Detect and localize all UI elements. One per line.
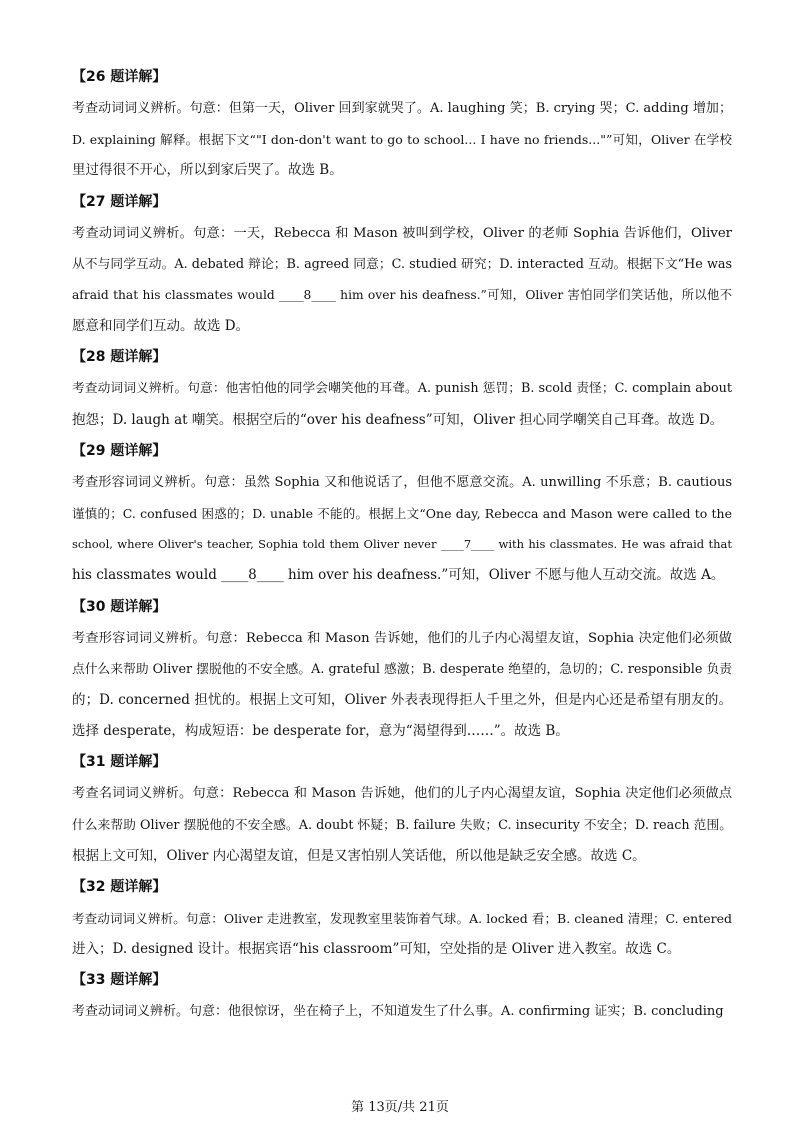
body-line: 抱怨；D. laugh at 嘲笑。根据空后的“over his deafness”可知，Oliver 担心同学嘲笑自己耳聋。故选 D。: [72, 411, 724, 428]
body-line: 点什么来帮助 Oliver 摆脱他的不安全感。A. grateful 感激；B. desperate 绝望的，急切的；C. responsible 负责: [72, 661, 732, 677]
explanation-section: [72, 342, 732, 435]
body-line: 的；D. concerned 担忧的。根据上文可知，Oliver 外表表现得拒人千里之外，但是内心还是希望有朋友的。: [72, 692, 732, 709]
body-line: his classmates would ____8____ him over his deafness.”可知，Oliver 不愿与他人互动交流。故选 A。: [72, 567, 725, 584]
body-line: afraid that his classmates would ____8____ him over his deafness.”可知，Oliver 害怕同学们笑话他，所以他不: [72, 288, 732, 303]
body-line: 选择 desperate，构成短语：be desperate for，意为“渴望得到……”。故选 B。: [72, 723, 569, 740]
explanation-section: [72, 592, 732, 748]
body-line: 进入；D. designed 设计。根据宾语“his classroom”可知，空处指的是 Oliver 进入教室。故选 C。: [72, 941, 681, 958]
body-line: 根据上文可知，Oliver 内心渴望友谊，但是又害怕别人笑话他，所以他是缺乏安全感。故选 C。: [72, 847, 646, 864]
section-heading: 【28 题详解】: [72, 349, 167, 366]
answer-explanations: [72, 62, 732, 1028]
explanation-section: [72, 872, 732, 965]
section-heading: 【32 题详解】: [72, 879, 167, 896]
body-line: 从不与同学互动。A. debated 辩论；B. agreed 同意；C. studied 研究；D. interacted 互动。根据下文“He was: [72, 256, 732, 272]
body-line: 考查动词词义辨析。句意：他很惊讶，坐在椅子上，不知道发生了什么事。A. confirming 证实；B. concluding: [72, 1004, 724, 1020]
section-body: [72, 218, 732, 343]
section-heading: 【31 题详解】: [72, 754, 167, 771]
body-line: 考查形容词词义辨析。句意：Rebecca 和 Mason 告诉她，他们的儿子内心渴望友谊，Sophia 决定他们必须做: [72, 630, 732, 646]
explanation-section: [72, 187, 732, 343]
section-heading: 【26 题详解】: [72, 69, 167, 85]
section-body: [72, 903, 732, 965]
body-line: 愿意和同学们互动。故选 D。: [72, 318, 250, 335]
body-line: 什么来帮助 Oliver 摆脱他的不安全感。A. doubt 怀疑；B. failure 失败；C. insecurity 不安全；D. reach 范围。: [72, 817, 732, 833]
body-line: 考查名词词义辨析。句意：Rebecca 和 Mason 告诉她，他们的儿子内心渴望友谊，Sophia 决定他们必须做点: [72, 786, 732, 802]
section-body: [72, 373, 732, 435]
body-line: D. explaining 解释。根据下文“"I don-don't want to go to school... I have no friends..."”可知，Oliver 在学校: [72, 132, 732, 148]
section-body: [72, 623, 732, 748]
explanation-section: [72, 747, 732, 872]
section-heading: 【33 题详解】: [72, 972, 167, 989]
section-body: [72, 996, 732, 1027]
body-line: 考查动词词义辨析。句意：Oliver 走进教室，发现教室里装饰着气球。A. locked 看；B. cleaned 清理；C. entered: [72, 911, 732, 927]
section-body: [72, 467, 732, 592]
body-line: 考查动词词义辨析。句意：一天，Rebecca 和 Mason 被叫到学校，Oliver 的老师 Sophia 告诉他们，Oliver: [72, 225, 732, 241]
section-heading: 【29 题详解】: [72, 442, 167, 459]
page-number: 第 13页/共 21页: [351, 1100, 449, 1115]
body-line: 考查形容词词义辨析。句意：虽然 Sophia 又和他说话了，但他不愿意交流。A. unwilling 不乐意；B. cautious: [72, 474, 732, 490]
section-body: [72, 93, 732, 187]
body-line: 考查动词词义辨析。句意：但第一天，Oliver 回到家就哭了。A. laughing 笑；B. crying 哭；C. adding 增加；: [72, 101, 732, 116]
body-line: 里过得很不开心，所以到家后哭了。故选 B。: [72, 162, 343, 179]
explanation-section: [72, 436, 732, 592]
body-line: 谨慎的；C. confused 困惑的；D. unable 不能的。根据上文“One day, Rebecca and Mason were called to the: [72, 506, 732, 522]
section-body: [72, 778, 732, 872]
body-line: 考查动词词义辨析。句意：他害怕他的同学会嘲笑他的耳聋。A. punish 惩罚；B. scold 责怪；C. complain about: [72, 381, 732, 397]
section-heading: 【27 题详解】: [72, 193, 167, 210]
body-line: school, where Oliver's teacher, Sophia told them Oliver never ____7____ with his classmates. He was afraid that: [72, 537, 732, 552]
section-heading: 【30 题详解】: [72, 598, 167, 615]
explanation-section: [72, 62, 732, 187]
explanation-section: [72, 965, 732, 1027]
